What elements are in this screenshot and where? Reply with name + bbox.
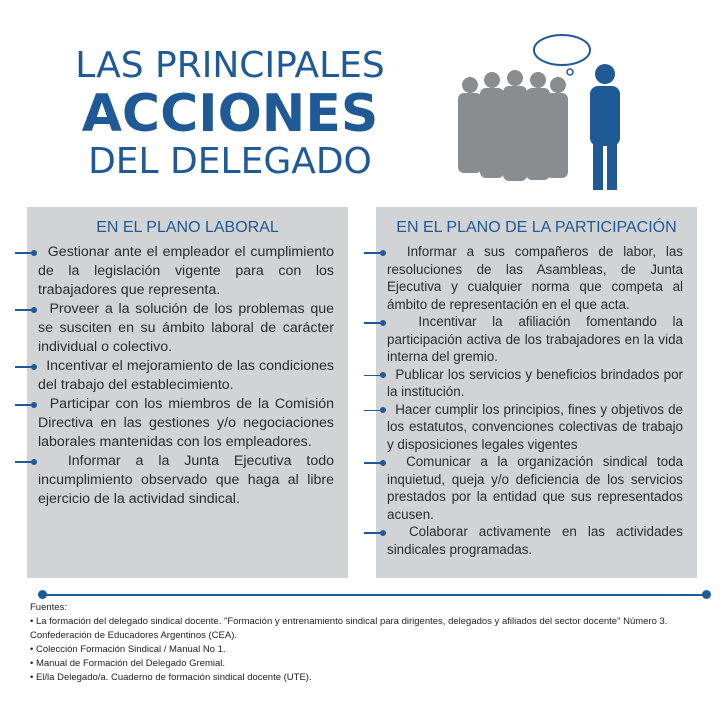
panel-heading: EN EL PLANO DE LA PARTICIPACIÓN [396,219,677,236]
sources-label: Fuentes: [30,602,67,613]
bullet-icon [364,410,384,412]
divider-dot-right [702,590,711,599]
bullet-icon [15,461,35,463]
bullet-icon [364,322,384,324]
panel-laboral [27,207,348,578]
list-item: Comunicar a la organización sindical toda inquietud, queja y/o deficiencia de los servicios prestados por la entidad que sus representados acusen. [376,453,697,523]
bullet-icon [364,532,384,534]
crowd-icon [458,70,568,181]
list-item: Informar a sus compañeros de labor, las resoluciones de las Asambleas, de Junta Ejecutiva y cualquier norma que competa al ámbito de representación en el que acta. [376,243,697,313]
title-line-3: DEL DELEGADO [88,141,372,182]
source-item: • La formación del delegado sindical docente. "Formación y entrenamiento sindical para dirigentes, delegados y afiliados del sector docente" Número 3. Confederación de Educadores Argentinos (CEA). [30,616,668,641]
source-item: • Colección Formación Sindical / Manual No 1. [30,644,226,655]
source-item: • El/la Delegado/a. Cuaderno de formación sindical docente (UTE). [30,672,312,683]
list-item: Colaborar activamente en las actividades sindicales programadas. [376,523,697,558]
title-line-1: LAS PRINCIPALES [75,45,385,86]
list-item: Publicar los servicios y beneficios brindados por la institución. [376,366,697,401]
bullet-icon [15,366,35,368]
list-item: Gestionar ante el empleador el cumplimiento de la legislación vigente para con los trabajadores que representa. [27,243,348,300]
bullet-icon [364,252,384,254]
list-item: Incentivar el mejoramiento de las condiciones del trabajo del establecimiento. [27,357,348,395]
bullet-icon [364,375,384,377]
title-line-2: ACCIONES [81,84,379,144]
list-item: Proveer a la solución de los problemas que se susciten en su ámbito laboral de carácter individual o colectivo. [27,300,348,357]
divider-line [42,594,707,596]
panel-heading: EN EL PLANO LABORAL [96,219,279,236]
sources [30,601,705,685]
crowd-and-delegate-illustration [440,30,640,200]
bullet-icon [15,309,35,311]
list-item: Participar con los miembros de la Comisión Directiva en las gestiones y/o negociaciones laborales mantenidas con los empleadores. [27,395,348,452]
delegate-person-icon [590,64,620,190]
bullet-icon [364,462,384,464]
source-item: • Manual de Formación del Delegado Gremial. [30,658,226,669]
bullet-icon [15,252,35,254]
panel-participacion [376,207,697,578]
bullet-icon [15,404,35,406]
thought-bubble-icon [534,35,590,65]
list-item: Informar a la Junta Ejecutiva todo incumplimiento observado que haga al libre ejercicio de la actividad sindical. [27,452,348,509]
list-item: Incentivar la afiliación fomentando la participación activa de los trabajadores en la vida interna del gremio. [376,313,697,366]
list-item: Hacer cumplir los principios, fines y objetivos de los estatutos, convenciones colectivas de trabajo y disposiciones legales vigentes [376,401,697,454]
